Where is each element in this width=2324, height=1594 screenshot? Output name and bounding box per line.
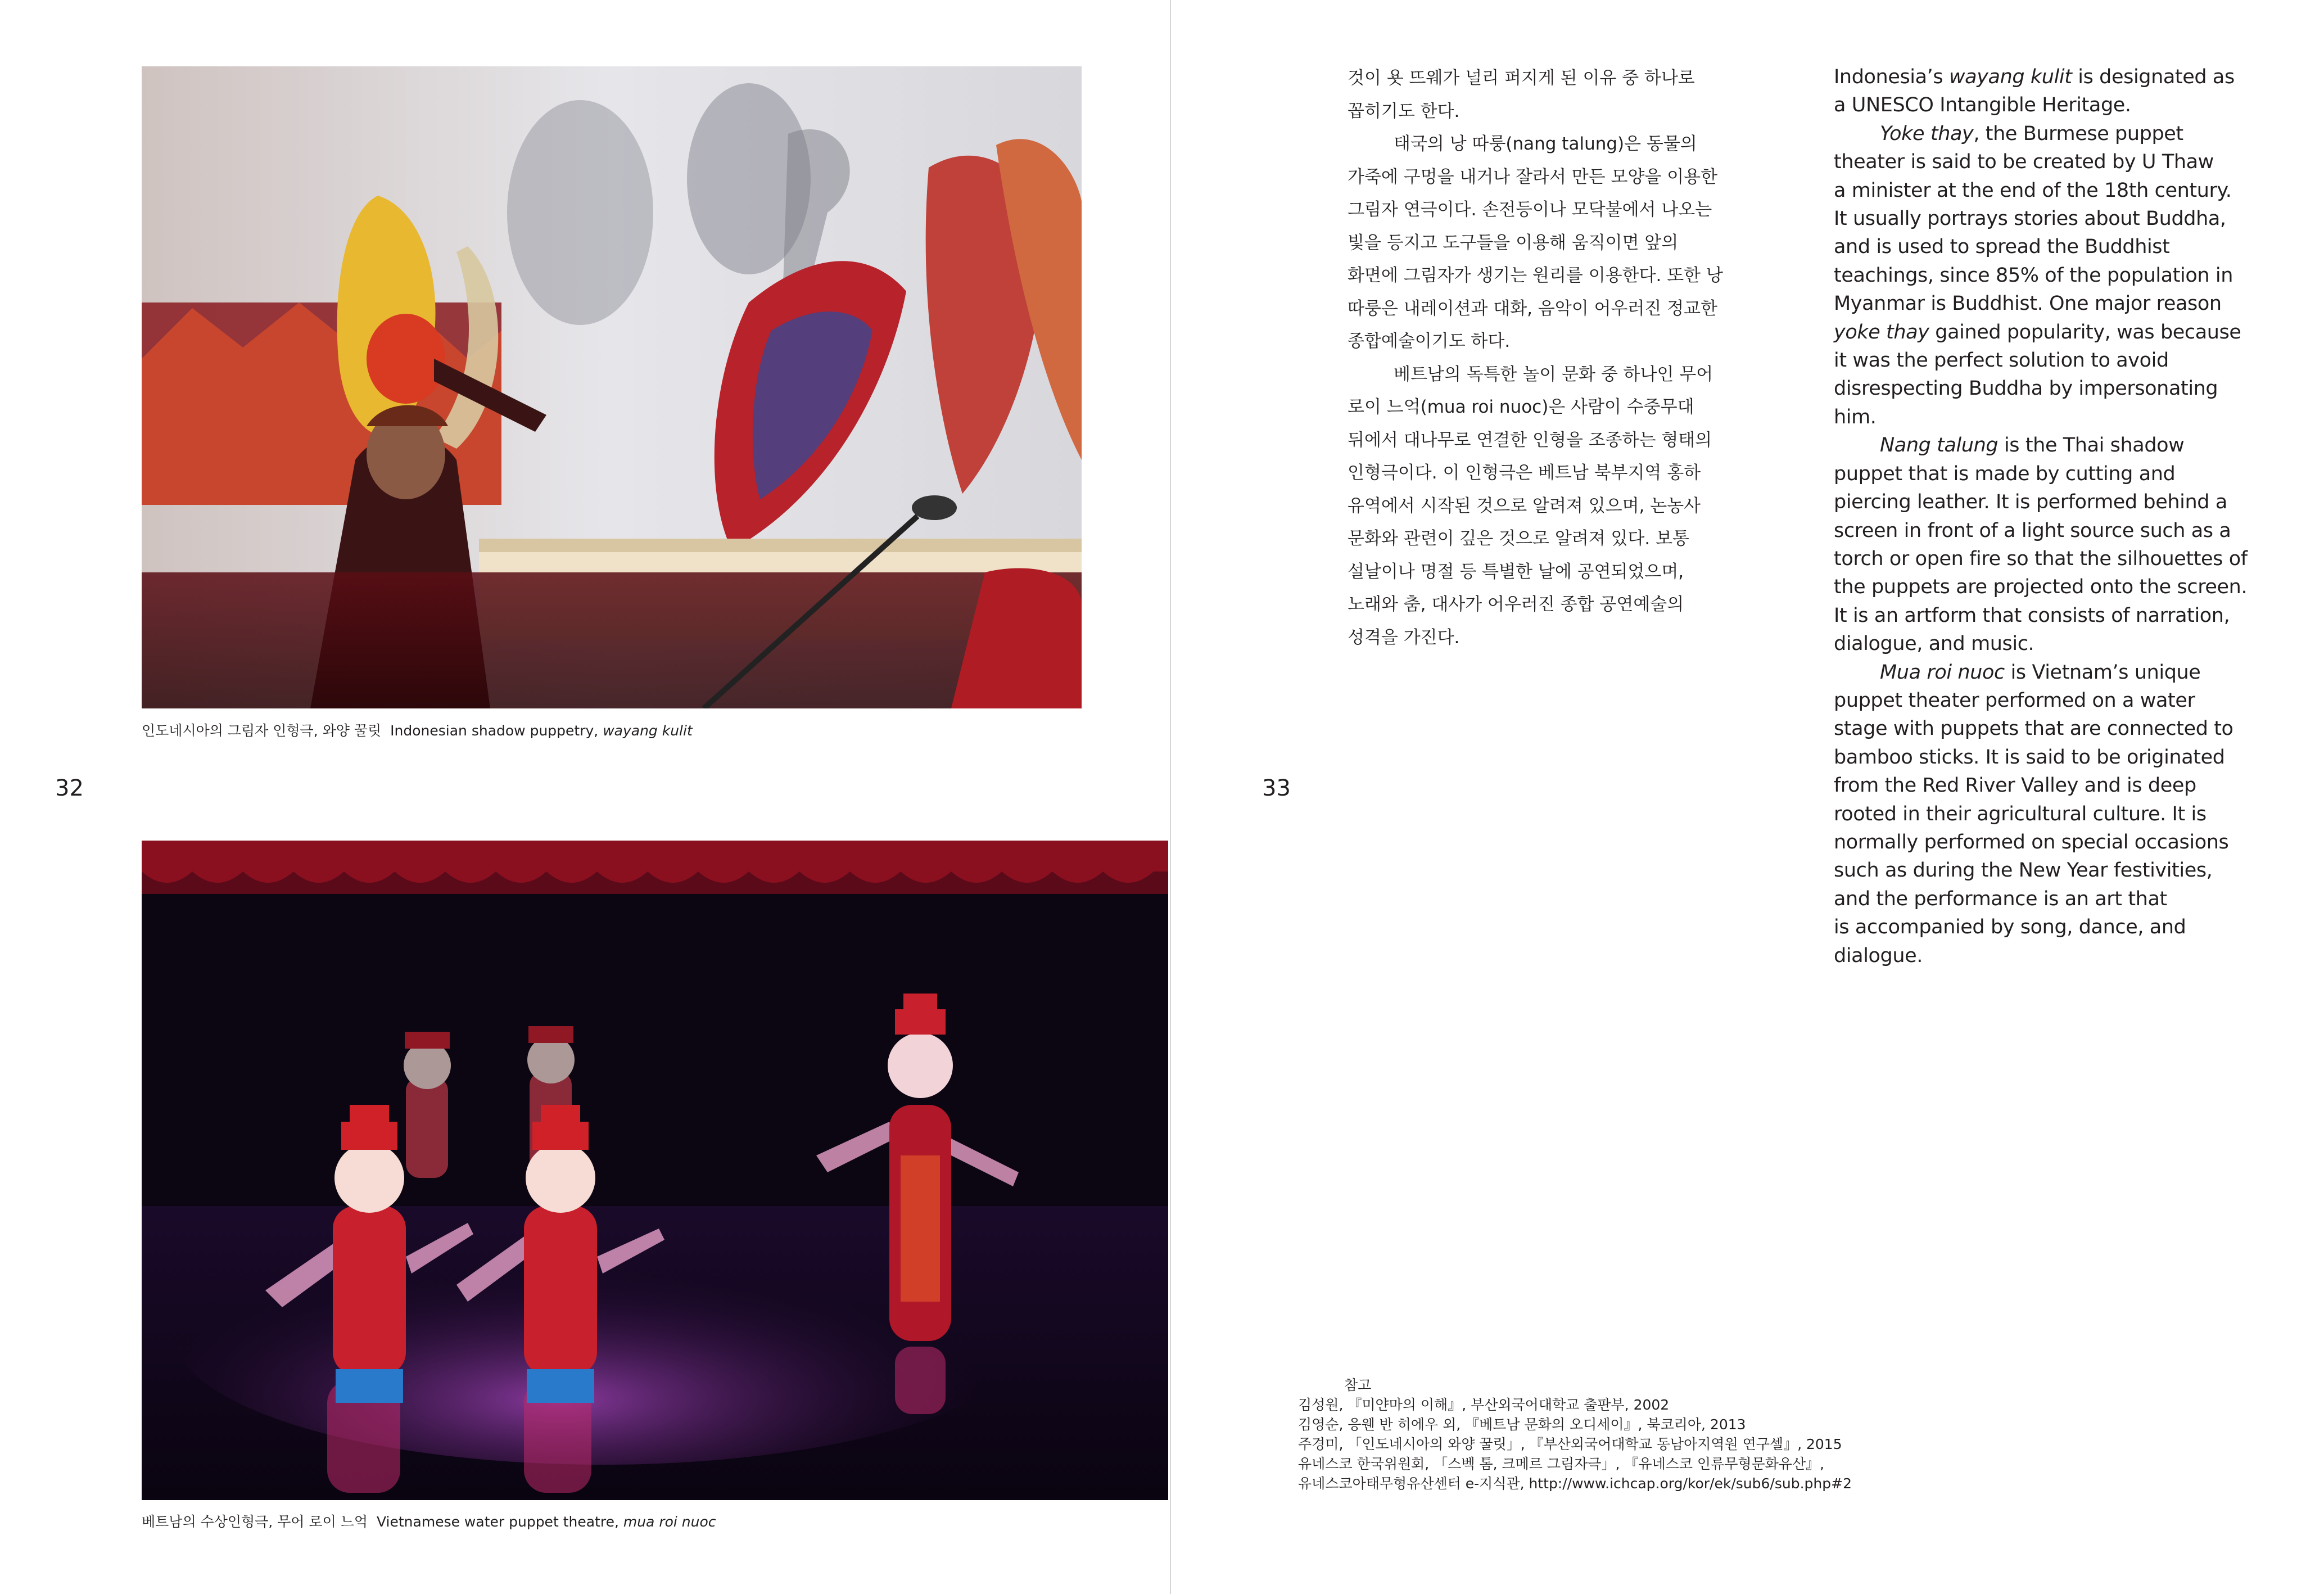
water-puppet-photo (142, 841, 1168, 1500)
en-line: the puppets are projected onto the screen. (1834, 576, 2248, 599)
ko-line: 설날이나 명절 등 특별한 날에 공연되었으며, (1348, 561, 1684, 582)
en-line: and the performance is an art that (1834, 887, 2167, 910)
reference-item: 김영순, 응웬 반 히에우 외, 『베트남 문화의 오디세이』, 북코리아, 2013 (1298, 1416, 1746, 1433)
ko-line: 것이 욧 뜨웨가 널리 퍼지게 된 이유 중 하나로 (1348, 68, 1695, 88)
caption2-ko: 베트남의 수상인형극, 무어 로이 느억 (142, 1514, 368, 1530)
en-line: a UNESCO Intangible Heritage. (1834, 94, 2131, 117)
spread-divider (1170, 0, 1171, 1594)
en-text: Indonesia’s (1834, 66, 1949, 88)
en-line: disrespecting Buddha by impersonating (1834, 377, 2218, 400)
ko-line: 그림자 연극이다. 손전등이나 모닥불에서 나오는 (1348, 200, 1712, 220)
en-line (1834, 120, 2261, 148)
en-text: is the Thai shadow (1998, 434, 2185, 457)
caption1-ko: 인도네시아의 그림자 인형극, 와양 꿀릿 (142, 723, 382, 739)
en-line: puppet that is made by cutting and (1834, 462, 2176, 485)
ko-line: 성격을 가진다. (1348, 627, 1460, 648)
en-line: and is used to spread the Buddhist (1834, 236, 2170, 259)
en-line: rooted in their agricultural culture. It is (1834, 802, 2207, 825)
en-line: it was the perfect solution to avoid (1834, 349, 2169, 372)
en-text: is Vietnam’s unique (2004, 661, 2201, 684)
en-line: dialogue, and music. (1834, 633, 2034, 656)
en-line: teachings, since 85% of the population in (1834, 264, 2233, 287)
references-title: 참고 (1344, 1377, 1372, 1393)
en-line: torch or open fire so that the silhouettes of (1834, 547, 2248, 570)
photo2-caption (142, 1514, 716, 1530)
ko-line: 따룽은 내레이션과 대화, 음악이 어우러진 정교한 (1348, 298, 1718, 319)
ko-line: 뒤에서 대나무로 연결한 인형을 조종하는 형태의 (1348, 430, 1712, 450)
caption1-en-italic: wayang kulit (603, 723, 693, 739)
ko-line: 베트남의 독특한 놀이 문화 중 하나인 무어 (1394, 364, 1713, 385)
en-line: bamboo sticks. It is said to be originated (1834, 746, 2225, 769)
en-line: piercing leather. It is performed behind a (1834, 491, 2227, 514)
ko-line: 유역에서 시작된 것으로 알려져 있으며, 논농사 (1348, 495, 1701, 516)
ko-line: 인형극이다. 이 인형극은 베트남 북부지역 홍하 (1348, 463, 1701, 483)
shadow-puppet-photo (142, 66, 1082, 708)
ko-line: 꼽히기도 한다. (1348, 101, 1460, 121)
ko-line: 화면에 그림자가 생기는 원리를 이용한다. 또한 낭 (1348, 265, 1723, 286)
en-italic: yoke thay (1834, 320, 1929, 344)
ko-line: 태국의 낭 따룽(nang talung)은 동물의 (1394, 134, 1697, 154)
en-text: gained popularity, was because (1929, 320, 2241, 344)
en-line: him. (1834, 405, 1877, 428)
references (1298, 1375, 1852, 1493)
ko-line: 빛을 등지고 도구들을 이용해 움직이면 앞의 (1348, 232, 1679, 253)
en-line: from the Red River Valley and is deep (1834, 774, 2196, 797)
korean-body-text (1348, 62, 1758, 654)
en-line (1834, 318, 2261, 346)
en-line: stage with puppets that are connected to (1834, 717, 2233, 740)
en-line: theater is said to be created by U Thaw (1834, 151, 2214, 174)
reference-item: 유네스코아태무형유산센터 e-지식관, http://www.ichcap.org/kor/ek/sub6/sub.php#2 (1298, 1475, 1852, 1492)
page-number-right: 33 (1262, 775, 1291, 801)
caption2-en: Vietnamese water puppet theatre, (377, 1514, 619, 1530)
en-italic: wayang kulit (1948, 66, 2072, 88)
ko-line: 가죽에 구멍을 내거나 잘라서 만든 모양을 이용한 (1348, 166, 1718, 187)
en-line: dialogue. (1834, 944, 1923, 967)
ko-line: 로이 느억(mua roi nuoc)은 사람이 수중무대 (1348, 397, 1694, 417)
en-line: is accompanied by song, dance, and (1834, 916, 2186, 939)
en-line: such as during the New Year festivities, (1834, 859, 2213, 882)
ko-line: 노래와 춤, 대사가 어우러진 종합 공연예술의 (1348, 594, 1684, 615)
en-line: a minister at the end of the 18th century. (1834, 179, 2232, 202)
en-line: Myanmar is Buddhist. One major reason (1834, 292, 2222, 315)
en-line (1834, 63, 2261, 91)
reference-item: 주경미, 「인도네시아의 와양 꿀릿」, 『부산외국어대학교 동남아지역원 연구셀』, 2015 (1298, 1436, 1842, 1452)
en-italic: Nang talung (1880, 434, 1999, 457)
en-line: It usually portrays stories about Buddha, (1834, 207, 2226, 231)
en-line (1834, 431, 2261, 459)
en-text: is designated as (2072, 66, 2235, 88)
ko-line: 종합예술이기도 하다. (1348, 331, 1511, 351)
en-italic: Yoke thay (1880, 122, 1974, 145)
reference-item: 김성원, 『미얀마의 이해』, 부산외국어대학교 출판부, 2002 (1298, 1397, 1670, 1413)
caption2-en-italic: mua roi nuoc (623, 1514, 716, 1530)
en-line: screen in front of a light source such as a (1834, 519, 2231, 542)
reference-item: 유네스코 한국위원회, 「스벡 톰, 크메르 그림자극」, 『유네스코 인류무형문화유산』, (1298, 1456, 1825, 1472)
en-text: , the Burmese puppet (1973, 122, 2183, 145)
en-line: puppet theater performed on a water (1834, 689, 2195, 712)
english-body-text (1834, 63, 2261, 970)
en-line: normally performed on special occasions (1834, 830, 2229, 854)
photo1-caption (142, 723, 693, 739)
ko-line: 문화와 관련이 깊은 것으로 알려져 있다. 보통 (1348, 529, 1690, 549)
en-line (1834, 658, 2261, 687)
page-number-left: 32 (55, 775, 84, 801)
en-line: It is an artform that consists of narration, (1834, 604, 2230, 627)
en-italic: Mua roi nuoc (1880, 661, 2005, 684)
caption1-en: Indonesian shadow puppetry, (390, 723, 599, 739)
